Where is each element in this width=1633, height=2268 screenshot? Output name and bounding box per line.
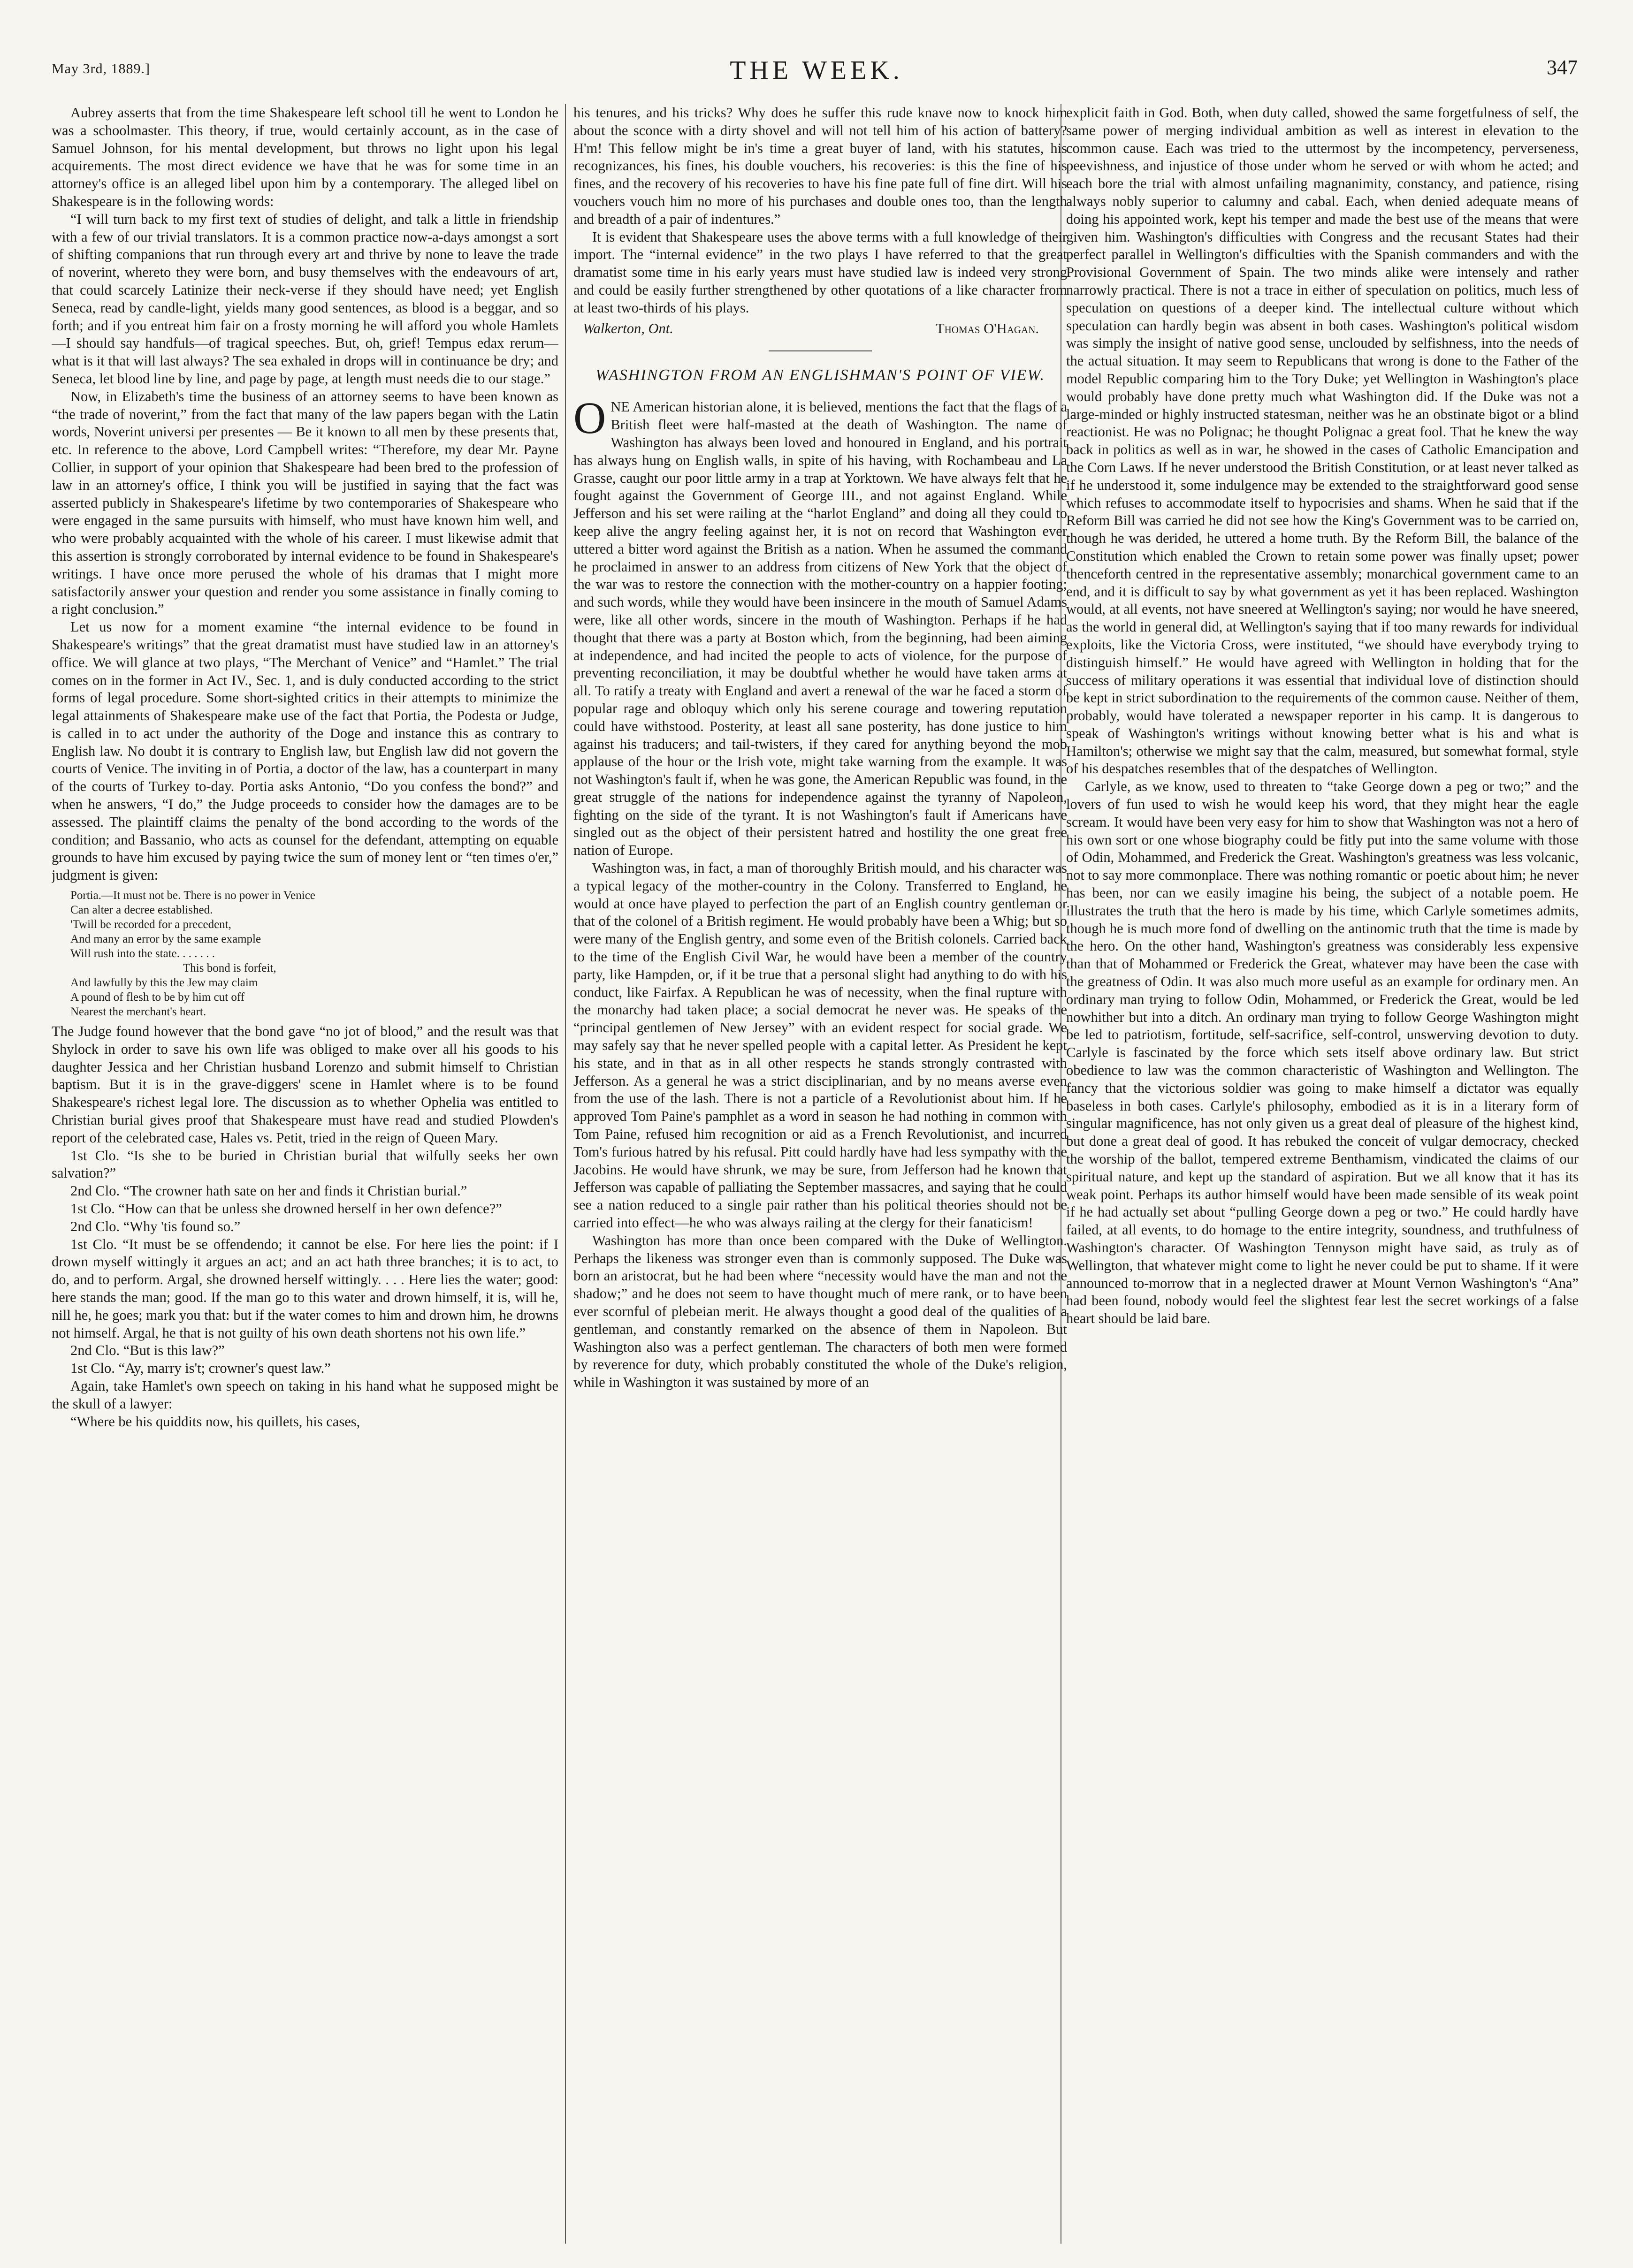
column-1 (52, 104, 558, 2253)
signature-name: Thomas O'Hagan. (936, 320, 1039, 336)
paragraph: “Where be his quiddits now, his quillets, his cases, (70, 1413, 360, 1430)
paragraph: Again, take Hamlet's own speech on taking in his hand what he supposed might be the skull of a lawyer: (52, 1378, 558, 1412)
verse-line: And lawfully by this the Jew may claim (70, 976, 258, 989)
paragraph: Washington has more than once been compared with the Duke of Wellington. Perhaps the likeness was stronger even than is commonly supposed. The Duke was born an aristocrat, but he had been where “necessity would have the man and not the shadow;” and he does not seem to have thought much of mere rank, or to have been ever scornful of plebeian merit. He always thought a good deal of the qualities of a gentleman, and constantly remarked on the absence of them in Napoleon. But Washington also was a perfect gentleman. The characters of both men were formed by reverence for duty, which probably constituted the whole of the Duke's religion, while in Washington it was sustained by more of an (573, 1232, 1067, 1391)
dialogue-line: 2nd Clo. “But is this law?” (70, 1342, 225, 1359)
verse-line: A pound of flesh to be by him cut off (70, 991, 245, 1004)
article-title: WASHINGTON FROM AN ENGLISHMAN'S POINT OF VIEW. (595, 366, 1045, 384)
column-3 (1066, 104, 1579, 2253)
opening-text: NE American historian alone, it is believed, mentions the fact that the flags of a British fleet were half-masted at the death of Washington. The name of Washington has always been loved and honoured in England, and his portrait has always hung on English walls, in spite of his having, with Rochambeau and La Grasse, caught our poor little army in a trap at Yorktown. We have always felt that he fought against the Government of George III., and not against England. While Jefferson and his set were railing at the “harlot England” and doing all they could to keep alive the angry feeling against her, it is not on record that Washington ever uttered a bitter word against the British as a nation. When he assumed the command he proclaimed in answer to an address from citizens of New York that the object of the war was to restore the connection with the mother-country on a happier footing; and such words, while they would have been insincere in the mouth of Samuel Adams were, like all other words, sincere in the mouth of Washington. Perhaps if he had thought that there was a party at Boston which, from the beginning, had been aiming at independence, and had incited the people to acts of violence, for the purpose of preventing reconciliation, it may be doubtful whether he would have taken arms at all. To ratify a treaty with England and avert a renewal of the war he faced a storm of popular rage and obloquy which only his serene courage and towering reputation could have withstood. Posterity, at least all sane posterity, has done justice to him against his traducers; and tail-twisters, if they cared for anything beyond the mob applause of the hour or the Irish vote, might take warning from the example. It was not Washington's fault if, when he was gone, the American Republic was found, in the great struggle of the nations for independence against the tyranny of Napoleon, fighting on the side of the tyrant. It is not Washington's fault if Americans have singled out as the object of their persistent hatred and hostility the one great free nation of Europe. (573, 399, 1067, 859)
drop-cap: O (573, 393, 606, 443)
paragraph: Let us now for a moment examine “the internal evidence to be found in Shakespeare's writings” that the great dramatist must have studied law in an attorney's office. We will glance at two plays, “The Merchant of Venice” and “Hamlet.” The trial comes on in the former in Act IV., Sec. 1, and is duly conducted according to the strict forms of legal procedure. Some short-sighted critics in their attempts to minimize the legal attainments of Shakespeare make use of the fact that Portia, the Podesta or Judge, is called in to act under the authority of the Doge and instance this as contrary to English law. No doubt it is contrary to English law, but English law did not govern the courts of Venice. The inviting in of Portia, a doctor of the law, has a counterpart in many of the courts of Turkey to-day. Portia asks Antonio, “Do you confess the bond?” and when he answers, “I do,” the Judge proceeds to consider how the damages are to be assessed. The plaintiff claims the penalty of the bond according to the words of the condition; and Bassanio, who acts as counsel for the defendant, attempting on equable grounds to have him excused by paying twice the sum of money lent or “ten times o'er,” judgment is given: (52, 619, 558, 883)
dialogue-line: 2nd Clo. “The crowner hath sate on her and finds it Christian burial.” (70, 1183, 467, 1199)
verse-line: And many an error by the same example (70, 933, 261, 946)
verse-line: Can alter a decree established. (70, 904, 213, 917)
dialogue-line: 1st Clo. “Ay, marry is't; crowner's quest law.” (70, 1360, 331, 1377)
paragraph: explicit faith in God. Both, when duty called, showed the same forgetfulness of self, the same power of merging individual ambition as well as interest in elevation to the common cause. Each was tried to the uttermost by the incompetency, perverseness, peevishness, and injustice of those under whom he served or with whom he acted; and each bore the trial with almost unfailing magnanimity, constancy, and patience, rising always nobly superior to calumny and cabal. Each, when denied adequate means of doing his appointed work, kept his temper and made the best use of the means that were given him. Washington's difficulties with Congress and the recusant States had their perfect parallel in Wellington's difficulties with the Spanish commanders and with the Provisional Government of Spain. The two minds alike were intensely and rather narrowly practical. There is not a trace in either of speculation on politics, much less of speculation on questions of a deeper kind. The intellectual culture without which speculation can hardly begin was absent in both cases. Washington's political wisdom was simply the insight of native good sense, unclouded by selfishness, into the needs of the actual situation. It may seem to Republicans that wrong is done to the Father of the model Republic comparing him to the Tory Duke; yet Wellington in Washington's place would probably have done pretty much what Washington did. If the Duke was not a large-minded or highly instructed statesman, neither was he an obstinate bigot or a blind reactionist. He was no Polignac; he thought Polignac a great fool. That he knew the way back in politics as well as in war, he showed in the cases of Catholic Emancipation and the Corn Laws. If he never understood the British Constitution, or at least never talked as if he understood it, some indulgence may be extended to the straightforward good sense which refuses to accommodate itself to hypocrisies and shams. When he said that if the Reform Bill was carried he did not see how the King's Government was to be carried on, though he was derided, he uttered a home truth. By the Reform Bill, the balance of the Constitution which enabled the Crown to retain some power was finally upset; power thenceforth centred in the representative assembly; monarchical government came to an end, and it is difficult to say by what government as yet it has been replaced. Washington would, at all events, not have sneered at Wellington's saying; nor would he have sneered, as the world in general did, at Wellington's saying that if too many rewards for individual exploits, like the Victoria Cross, were instituted, “we should have everybody trying to distinguish himself.” He would have agreed with Wellington in holding that for the success of military operations it was essential that individual love of distinction should be kept in strict subordination to the requirements of the common cause. Neither of them, probably, would have tolerated a newspaper reporter in his camp. It is dangerous to speak of Washington's writings without knowing better what is his and what is Hamilton's; otherwise we might say that the calm, measured, but somewhat formal, style of his despatches resembles that of the despatches of Wellington. (1066, 105, 1579, 777)
column-2 (573, 104, 1067, 2253)
paragraph: Now, in Elizabeth's time the business of an attorney seems to have been known as “the trade of noverint,” from the fact that many of the law papers began with the Latin words, Noverint universi per presentes — Be it known to all men by these presents that, etc. In reference to the above, Lord Campbell writes: “Therefore, my dear Mr. Payne Collier, in support of your opinion that Shakespeare had been bred to the profession of law in an attorney's office, I think you will be justified in saying that the fact was asserted publicly in Shakespeare's lifetime by two contemporaries of Shakespeare who were engaged in the same pursuits with himself, who must have known him well, and who were probably acquainted with the whole of his career. I must likewise admit that this assertion is strongly corroborated by internal evidence to be found in Shakespeare's writings. I have once more perused the whole of his dramas that I might more satisfactorily answer your question and render you some assistance in finally coming to a right conclusion.” (52, 388, 558, 617)
paragraph: Carlyle, as we know, used to threaten to “take George down a peg or two;” and the lovers of fun used to wish he would keep his word, that they might hear the eagle scream. It would have been very easy for him to show that Washington was not a hero of his own sort or one whose biography could be fitly put into the same volume with those of Odin, Mohammed, and Frederick the Great. Washington's greatness was less volcanic, not to say more commonplace. There was nothing romantic or poetic about him; he never has been, nor can we easily imagine his being, the subject of a notable poem. He illustrates the truth that the hero is made by his time, which Carlyle sometimes admits, though he is much more fond of dwelling on the antinomic truth that the time is made by the hero. On the other hand, Washington's greatness was considerably less expensive than that of Mohammed or Frederick the Great, whatever may have been the case with the greatness of Odin. It was also much more useful as an example for ordinary men. An ordinary man trying to follow Odin, Mohammed, or Frederick the Great, would be led nowhither but into a ditch. An ordinary man trying to follow George Washington might be led to patriotism, fortitude, self-sacrifice, self-control, unswerving devotion to duty. Carlyle is fascinated by the force which sets itself above ordinary law. But strict obedience to law was the common characteristic of Washington and Wellington. The fancy that the victorious soldier was going to make himself a dictator was equally baseless in both cases. Carlyle's philosophy, embodied as it is in a literary form of singular magnificence, has not only given us a great deal of pleasure of the highest kind, but done a great deal of good. It has rebuked the conceit of vulgar democracy, checked the worship of the ballot, tempered extreme Benthamism, vindicated the claims of our spiritual nature, and kept up the standard of aspiration. But we all know that it has its weak point. Perhaps its author himself would have been made sensible of its weak point if he had actually set about “pulling George down a peg or two.” He could hardly have failed, at all events, to do homage to the entire integrity, soundness, and truthfulness of Washington's character. Of Washington Tennyson might have said, as truly as of Wellington, that whatever might come to light he never could be put to shame. If it were announced to-morrow that in a neglected drawer at Mount Vernon Washington's “Ana” had been found, nobody would feel the slightest fear lest the secret workings of a false heart should be laid bare. (1066, 778, 1579, 1327)
opening-paragraph (573, 393, 1067, 860)
masthead-title: THE WEEK. (730, 56, 903, 85)
signature (573, 320, 1067, 338)
column-divider (565, 104, 566, 2244)
page-number: 347 (1547, 56, 1578, 79)
paragraph: Aubrey asserts that from the time Shakespeare left school till he went to London he was a schoolmaster. This theory, if true, would certainly account, as in the case of Samuel Johnson, for his mental development, but throws no light upon his legal acquirements. The most direct evidence we have that he was for some time in an attorney's office is an alleged libel upon him by a contemporary. The alleged libel on Shakespeare is in the following words: (52, 105, 558, 209)
dialogue-line: 1st Clo. “How can that be unless she drowned herself in her own defence?” (70, 1201, 502, 1217)
section-rule (769, 350, 872, 351)
paragraph: The Judge found however that the bond gave “no jot of blood,” and the result was that Shylock in order to save his own life was obliged to make over all his goods to his daughter Jessica and her Christian husband Lorenzo and submit himself to Christian baptism. But it is in the grave-diggers' scene in Hamlet where is to be found Shakespeare's richest legal lore. The discussion as to whether Ophelia was entitled to Christian burial gives proof that Shakespeare must have read and studied Plowden's report of the celebrated case, Hales vs. Petit, tried in the reign of Queen Mary. (52, 1023, 558, 1146)
paragraph: his tenures, and his tricks? Why does he suffer this rude knave now to knock him about the sconce with a dirty shovel and will not tell him of his action of battery? H'm! This fellow might be in's time a great buyer of land, with his statutes, his recognizances, his fines, his double vouchers, his recoveries: is this the fine of his fines, and the recovery of his recoveries to have his fine pate full of fine dirt. Will his vouchers vouch him no more of his purchases and double ones too, than the length and breadth of a pair of indentures.” (573, 105, 1067, 227)
verse-line: This bond is forfeit, (183, 962, 276, 975)
verse-line: 'Twill be recorded for a precedent, (70, 918, 231, 931)
verse-line: Nearest the merchant's heart. (70, 1005, 206, 1019)
verse-line: Will rush into the state. . . . . . . (70, 947, 215, 960)
dialogue-line: 1st Clo. “Is she to be buried in Christian burial that wilfully seeks her own salvation?” (52, 1147, 558, 1181)
verse-quotation (70, 888, 558, 1019)
dialogue-line: 2nd Clo. “Why 'tis found so.” (70, 1218, 241, 1234)
verse-line: Portia.—It must not be. There is no power in Venice (70, 889, 315, 902)
dialogue-line: 1st Clo. “It must be se offendendo; it cannot be else. For here lies the point: if I drown myself wittingly it argues an act; and an act hath three branches; it is to act, to do, and to perform. Argal, she drowned herself wittingly. . . . Here lies the water; good: here stands the man; good. If the man go to this water and drown himself, it is, will he, nill he, he goes; mark you that: but if the water comes to him and drown him, he drowns not himself. Argal, he that is not guilty of his own death shortens not his own life.” (52, 1236, 558, 1341)
paragraph: It is evident that Shakespeare uses the above terms with a full knowledge of their import. The “internal evidence” in the two plays I have referred to that the great dramatist some time in his early years must have studied law is indeed very strong and could be easily further strengthened by other quotations of a like character from at least two-thirds of his plays. (573, 228, 1067, 316)
signature-place: Walkerton, Ont. (583, 320, 673, 336)
paragraph: Washington was, in fact, a man of thoroughly British mould, and his character was a typical legacy of the mother-country in the Colony. Transferred to England, he would at once have played to perfection the part of an English country gentleman or that of the colonel of a British regiment. He would probably have been a Whig; but so were many of the English gentry, and some even of the British colonels. Carried back to the time of the English Civil War, he would have been a member of the country party, like Hampden, or, if it be true that a personal slight had anything to do with his conduct, like Fairfax. A Republican he was of necessity, when the final rupture with the monarchy had taken place; a social democrat he never was. He speaks of the “principal gentlemen of New Jersey” with an evident respect for social grade. We may safely say that he never spelled people with a capital letter. As President he kept his state, and in that as in all other respects he stands strongly contrasted with Jefferson. As a general he was a strict disciplinarian, and by no means averse even from the use of the lash. There is not a particle of a Revolutionist about him. If he approved Tom Paine's pamphlet as a word in season he had nothing in common with Tom Paine, refused him recognition or aid as a French Revolutionist, and incurred Tom's furious hatred by his refusal. Pitt could hardly have had less sympathy with the Jacobins. He would have shrunk, we may be sure, from Jefferson had he known that Jefferson was capable of palliating the September massacres, and saying that he could see a nation reduced to a single pair rather than his political theories should not be carried into effect—he who was always railing at the clergy for their fanaticism! (573, 860, 1067, 1231)
quotation-paragraph: “I will turn back to my first text of studies of delight, and talk a little in friendship with a few of our trivial translators. It is a common practice now-a-days amongst a sort of shifting companions that run through every art and thrive by none to leave the trade of noverint, whereto they were born, and busy themselves with the endeavours of art, that could scarcely Latinize their neck-verse if they should have need; yet English Seneca, read by candle-light, yields many good sentences, as blood is a beggar, and so forth; and if you entreat him fair on a frosty morning he will afford you whole Hamlets—I should say handfuls—of tragical speeches. But, oh, grief! Tempus edax rerum—what is it that will last always? The sea exhaled in drops will in continuance be dry; and Seneca, let blood line by line, and page by page, at length must needs die to our stage.” (52, 211, 558, 387)
issue-date: May 3rd, 1889.] (52, 61, 150, 76)
